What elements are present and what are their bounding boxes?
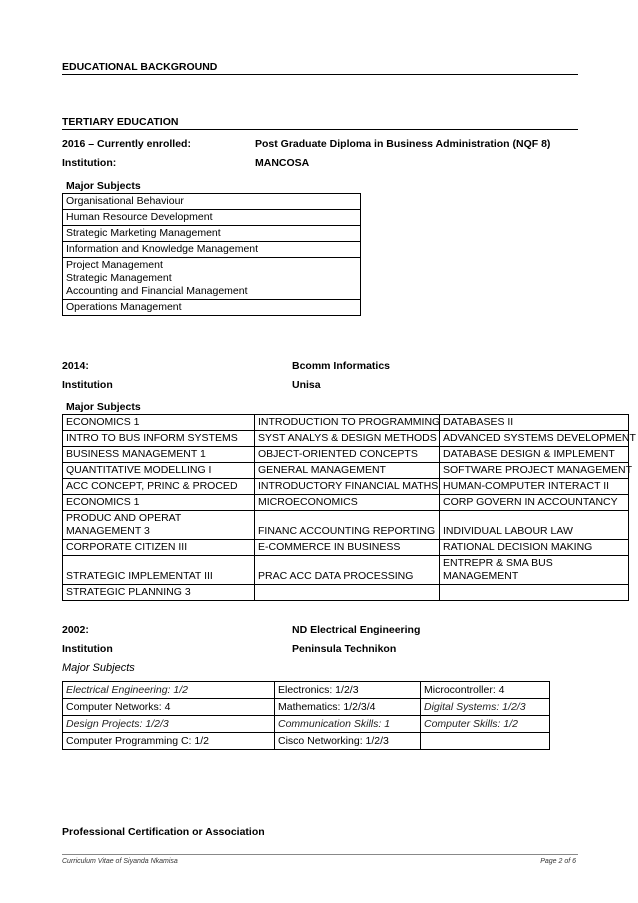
subject-cell — [255, 463, 440, 479]
subject-line — [258, 586, 436, 599]
table-row — [63, 585, 629, 601]
subject-cell — [440, 447, 629, 463]
subject-line: Project Management — [66, 259, 163, 271]
subject-cell — [63, 585, 255, 601]
table-row — [63, 258, 361, 300]
subject-cell — [440, 540, 629, 556]
subject-cell — [255, 511, 440, 540]
subject-line: INTRO TO BUS INFORM SYSTEMS — [66, 432, 238, 444]
subject-cell — [63, 463, 255, 479]
subject-line: INTRODUCTORY FINANCIAL MATHS — [258, 480, 439, 492]
subject-cell — [63, 300, 361, 316]
subject-line: HUMAN-COMPUTER INTERACT II — [443, 480, 610, 492]
subject-line: CORP GOVERN IN ACCOUNTANCY — [443, 496, 618, 508]
bcomm-institution-label: Institution — [62, 379, 113, 391]
nd-institution-label: Institution — [62, 643, 113, 655]
bcomm-subjects-table — [62, 414, 636, 601]
subject-line: BUSINESS MANAGEMENT 1 — [66, 448, 206, 460]
subject-line: OBJECT-ORIENTED CONCEPTS — [258, 448, 418, 460]
subject-cell: Mathematics: 1/2/3/4 — [275, 699, 421, 716]
subject-cell — [255, 585, 440, 601]
subject-cell — [440, 463, 633, 479]
pgd-subjects-label: Major Subjects — [66, 180, 141, 192]
table-row — [63, 699, 550, 716]
table-row — [63, 210, 361, 226]
subject-cell — [440, 415, 629, 431]
subject-cell: Communication Skills: 1 — [275, 716, 421, 733]
subject-cell — [421, 733, 550, 750]
subject-line: MANAGEMENT — [443, 570, 519, 582]
table-row — [63, 242, 361, 258]
subject-cell — [440, 511, 629, 540]
subject-cell — [63, 556, 255, 585]
subject-line: SYST ANALYS & DESIGN METHODS — [258, 432, 437, 444]
subject-line: ENTREPR & SMA BUS — [443, 557, 553, 569]
subject-line: Organisational Behaviour — [66, 195, 184, 207]
subject-cell — [255, 479, 440, 495]
subject-line: GENERAL MANAGEMENT — [258, 464, 386, 476]
pgd-year-label: 2016 – Currently enrolled: — [62, 138, 191, 150]
table-row — [63, 495, 629, 511]
subject-cell — [63, 258, 361, 300]
subject-cell: Computer Networks: 4 — [63, 699, 275, 716]
subject-cell — [255, 556, 440, 585]
subject-cell — [63, 479, 255, 495]
subject-cell — [440, 431, 636, 447]
footer-right: Page 2 of 6 — [540, 858, 576, 865]
subject-line: RATIONAL DECISION MAKING — [443, 541, 593, 553]
subject-cell — [255, 431, 440, 447]
subject-line: ADVANCED SYSTEMS DEVELOPMENT — [443, 432, 636, 444]
table-row — [63, 447, 629, 463]
bcomm-qualification: Bcomm Informatics — [292, 360, 391, 372]
subject-line: STRATEGIC IMPLEMENTAT III — [66, 570, 213, 582]
subject-cell — [63, 540, 255, 556]
subject-cell — [255, 495, 440, 511]
subject-line: STRATEGIC PLANNING 3 — [66, 586, 191, 598]
table-row — [63, 540, 629, 556]
subject-line: Information and Knowledge Management — [66, 243, 259, 255]
subject-cell: Electrical Engineering: 1/2 — [63, 682, 275, 699]
pgd-subjects-table — [62, 193, 361, 316]
subject-line: Human Resource Development — [66, 211, 213, 223]
table-row — [63, 556, 629, 585]
subject-cell — [63, 226, 361, 242]
subject-line: E-COMMERCE IN BUSINESS — [258, 541, 401, 553]
nd-qualification: ND Electrical Engineering — [292, 624, 421, 636]
subject-line: Accounting and Financial Management — [66, 285, 248, 297]
subject-cell — [63, 415, 255, 431]
subject-line: FINANC ACCOUNTING REPORTING — [258, 525, 436, 537]
footer-rule — [62, 854, 578, 855]
subject-cell — [63, 242, 361, 258]
table-row — [63, 226, 361, 242]
subject-line: SOFTWARE PROJECT MANAGEMENT — [443, 464, 633, 476]
subject-cell: Computer Skills: 1/2 — [421, 716, 550, 733]
pgd-qualification: Post Graduate Diploma in Business Administration (NQF 8) — [255, 138, 551, 150]
section-heading-professional: Professional Certification or Association — [62, 826, 265, 838]
subject-line: INTRODUCTION TO PROGRAMMING — [258, 416, 441, 428]
table-row — [63, 682, 550, 699]
table-row — [63, 194, 361, 210]
table-row — [63, 431, 629, 447]
subject-line: MICROECONOMICS — [258, 496, 358, 508]
subject-cell — [63, 194, 361, 210]
section-heading-educational-background: EDUCATIONAL BACKGROUND — [62, 61, 218, 73]
subject-line: Operations Management — [66, 301, 182, 313]
subject-line: INDIVIDUAL LABOUR LAW — [443, 525, 573, 537]
subject-cell — [255, 415, 440, 431]
subject-line: DATABASES II — [443, 416, 514, 428]
subject-line — [443, 586, 625, 599]
footer-left: Curriculum Vitae of Siyanda Nkamisa — [62, 858, 178, 865]
table-row — [63, 463, 629, 479]
table-row — [63, 415, 629, 431]
table-row — [63, 511, 629, 540]
subject-cell: Digital Systems: 1/2/3 — [421, 699, 550, 716]
subject-cell: Design Projects: 1/2/3 — [63, 716, 275, 733]
subject-line: Strategic Management — [66, 272, 172, 284]
subject-line: Strategic Marketing Management — [66, 227, 221, 239]
subject-line: ECONOMICS 1 — [66, 416, 140, 428]
nd-subjects-label: Major Subjects — [62, 662, 135, 674]
subject-line: CORPORATE CITIZEN III — [66, 541, 188, 553]
heading-rule — [62, 74, 578, 75]
subject-cell — [255, 540, 440, 556]
subject-cell — [63, 431, 255, 447]
subject-cell — [440, 556, 629, 585]
subject-line: DATABASE DESIGN & IMPLEMENT — [443, 448, 615, 460]
subject-line: ECONOMICS 1 — [66, 496, 140, 508]
nd-subjects-table — [62, 681, 550, 750]
subject-cell: Cisco Networking: 1/2/3 — [275, 733, 421, 750]
subject-line: ACC CONCEPT, PRINC & PROCED — [66, 480, 238, 492]
bcomm-subjects-label: Major Subjects — [66, 401, 141, 413]
pgd-institution: MANCOSA — [255, 157, 310, 169]
pgd-institution-label: Institution: — [62, 157, 117, 169]
tertiary-rule — [62, 129, 578, 130]
subject-cell — [63, 495, 255, 511]
subject-line: QUANTITATIVE MODELLING I — [66, 464, 212, 476]
subject-cell — [440, 585, 629, 601]
subject-cell: Computer Programming C: 1/2 — [63, 733, 275, 750]
table-row — [63, 733, 550, 750]
subject-line: MANAGEMENT 3 — [66, 525, 150, 537]
table-row — [63, 716, 550, 733]
subject-line: PRAC ACC DATA PROCESSING — [258, 570, 414, 582]
nd-institution: Peninsula Technikon — [292, 643, 397, 655]
nd-year-label: 2002: — [62, 624, 89, 636]
subject-cell — [255, 447, 440, 463]
bcomm-institution: Unisa — [292, 379, 321, 391]
subject-cell — [63, 511, 255, 540]
subject-cell — [440, 479, 629, 495]
table-row — [63, 479, 629, 495]
subject-cell: Microcontroller: 4 — [421, 682, 550, 699]
subject-line: PRODUC AND OPERAT — [66, 512, 182, 524]
table-row — [63, 300, 361, 316]
subject-cell — [63, 447, 255, 463]
subject-cell: Electronics: 1/2/3 — [275, 682, 421, 699]
subject-cell — [63, 210, 361, 226]
subject-cell — [440, 495, 629, 511]
bcomm-year-label: 2014: — [62, 360, 89, 372]
section-heading-tertiary: TERTIARY EDUCATION — [62, 116, 179, 128]
